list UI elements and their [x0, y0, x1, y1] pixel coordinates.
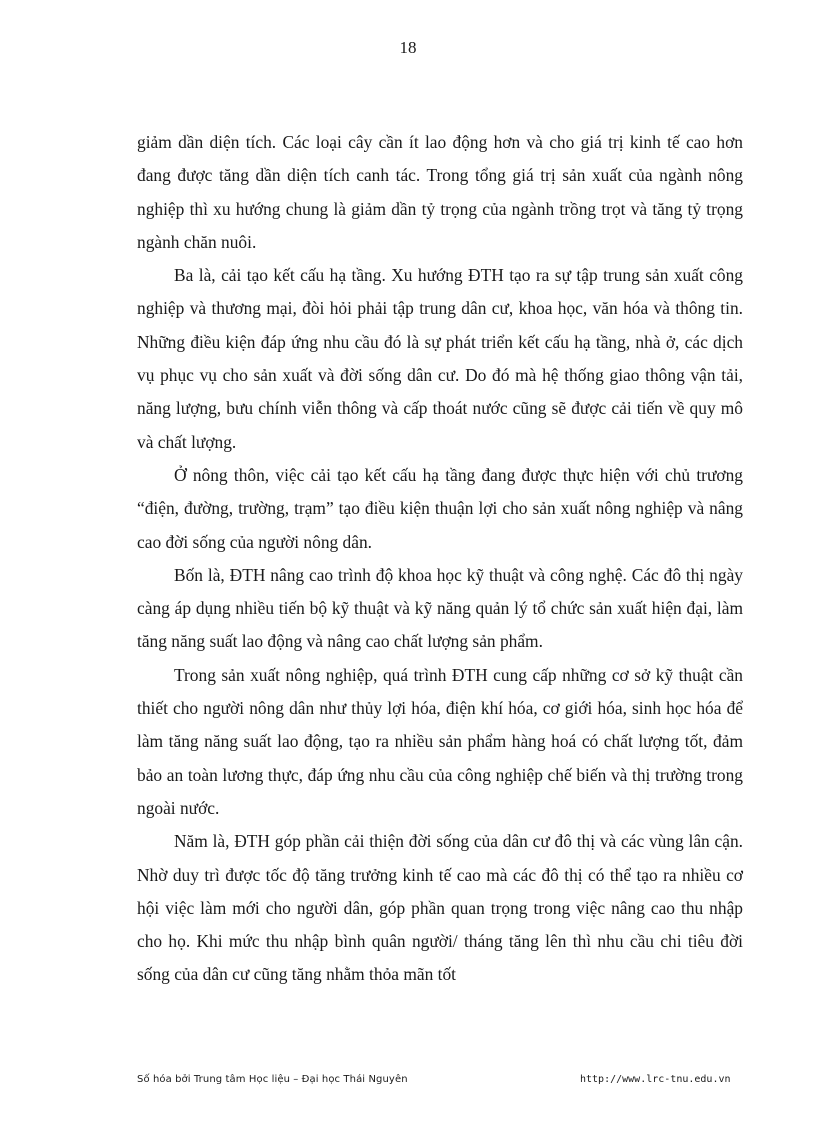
paragraph-5: Trong sản xuất nông nghiệp, quá trình ĐTH cung cấp những cơ sở kỹ thuật cần thiết cho người nông dân như thủy lợi hóa, điện khí hóa, cơ giới hóa, sinh học hóa để làm tăng năng suất lao động, tạo ra nhiều sản phẩm hàng hoá có chất lượng tốt, đảm bảo an toàn lương thực, đáp ứng nhu cầu của công nghiệp chế biến và thị trường trong ngoài nước.: [137, 664, 743, 818]
paragraph-6: Năm là, ĐTH góp phần cải thiện đời sống của dân cư đô thị và các vùng lân cận. Nhờ duy trì được tốc độ tăng trưởng kinh tế cao mà các đô thị có thể tạo ra nhiều cơ hội việc làm mới cho người dân, góp phần quan trọng trong việc nâng cao thu nhập cho họ. Khi mức thu nhập bình quân người/ tháng tăng lên thì nhu cầu chi tiêu đời sống của dân cư cũng tăng nhằm thỏa mãn tốt: [137, 831, 743, 985]
body-text: [137, 126, 743, 992]
footer-attribution: Số hóa bởi Trung tâm Học liệu – Đại học Thái Nguyên: [137, 1074, 408, 1085]
footer-url: http://www.lrc-tnu.edu.vn: [580, 1074, 731, 1085]
paragraph-3: Ở nông thôn, việc cải tạo kết cấu hạ tầng đang được thực hiện với chủ trương “điện, đường, trường, trạm” tạo điều kiện thuận lợi cho sản xuất nông nghiệp và nâng cao đời sống của người nông dân.: [137, 464, 743, 552]
paragraph-2: Ba là, cải tạo kết cấu hạ tầng. Xu hướng ĐTH tạo ra sự tập trung sản xuất công nghiệp và thương mại, đòi hỏi phải tập trung dân cư, khoa học, văn hóa và thông tin. Những điều kiện đáp ứng nhu cầu đó là sự phát triển kết cấu hạ tầng, nhà ở, các dịch vụ phục vụ cho sản xuất và đời sống dân cư. Do đó mà hệ thống giao thông vận tải, năng lượng, bưu chính viễn thông và cấp thoát nước cũng sẽ được cải tiến về quy mô và chất lượng.: [137, 265, 743, 452]
page-number: 18: [399, 38, 417, 57]
paragraph-4: Bốn là, ĐTH nâng cao trình độ khoa học kỹ thuật và công nghệ. Các đô thị ngày càng áp dụng nhiều tiến bộ kỹ thuật và kỹ năng quản lý tổ chức sản xuất hiện đại, làm tăng năng suất lao động và nâng cao chất lượng sản phẩm.: [137, 564, 743, 652]
paragraph-1: giảm dần diện tích. Các loại cây cần ít lao động hơn và cho giá trị kinh tế cao hơn đang được tăng dần diện tích canh tác. Trong tổng giá trị sản xuất của ngành nông nghiệp thì xu hướng chung là giảm dần tỷ trọng của ngành trồng trọt và tăng tỷ trọng ngành chăn nuôi.: [137, 132, 743, 252]
